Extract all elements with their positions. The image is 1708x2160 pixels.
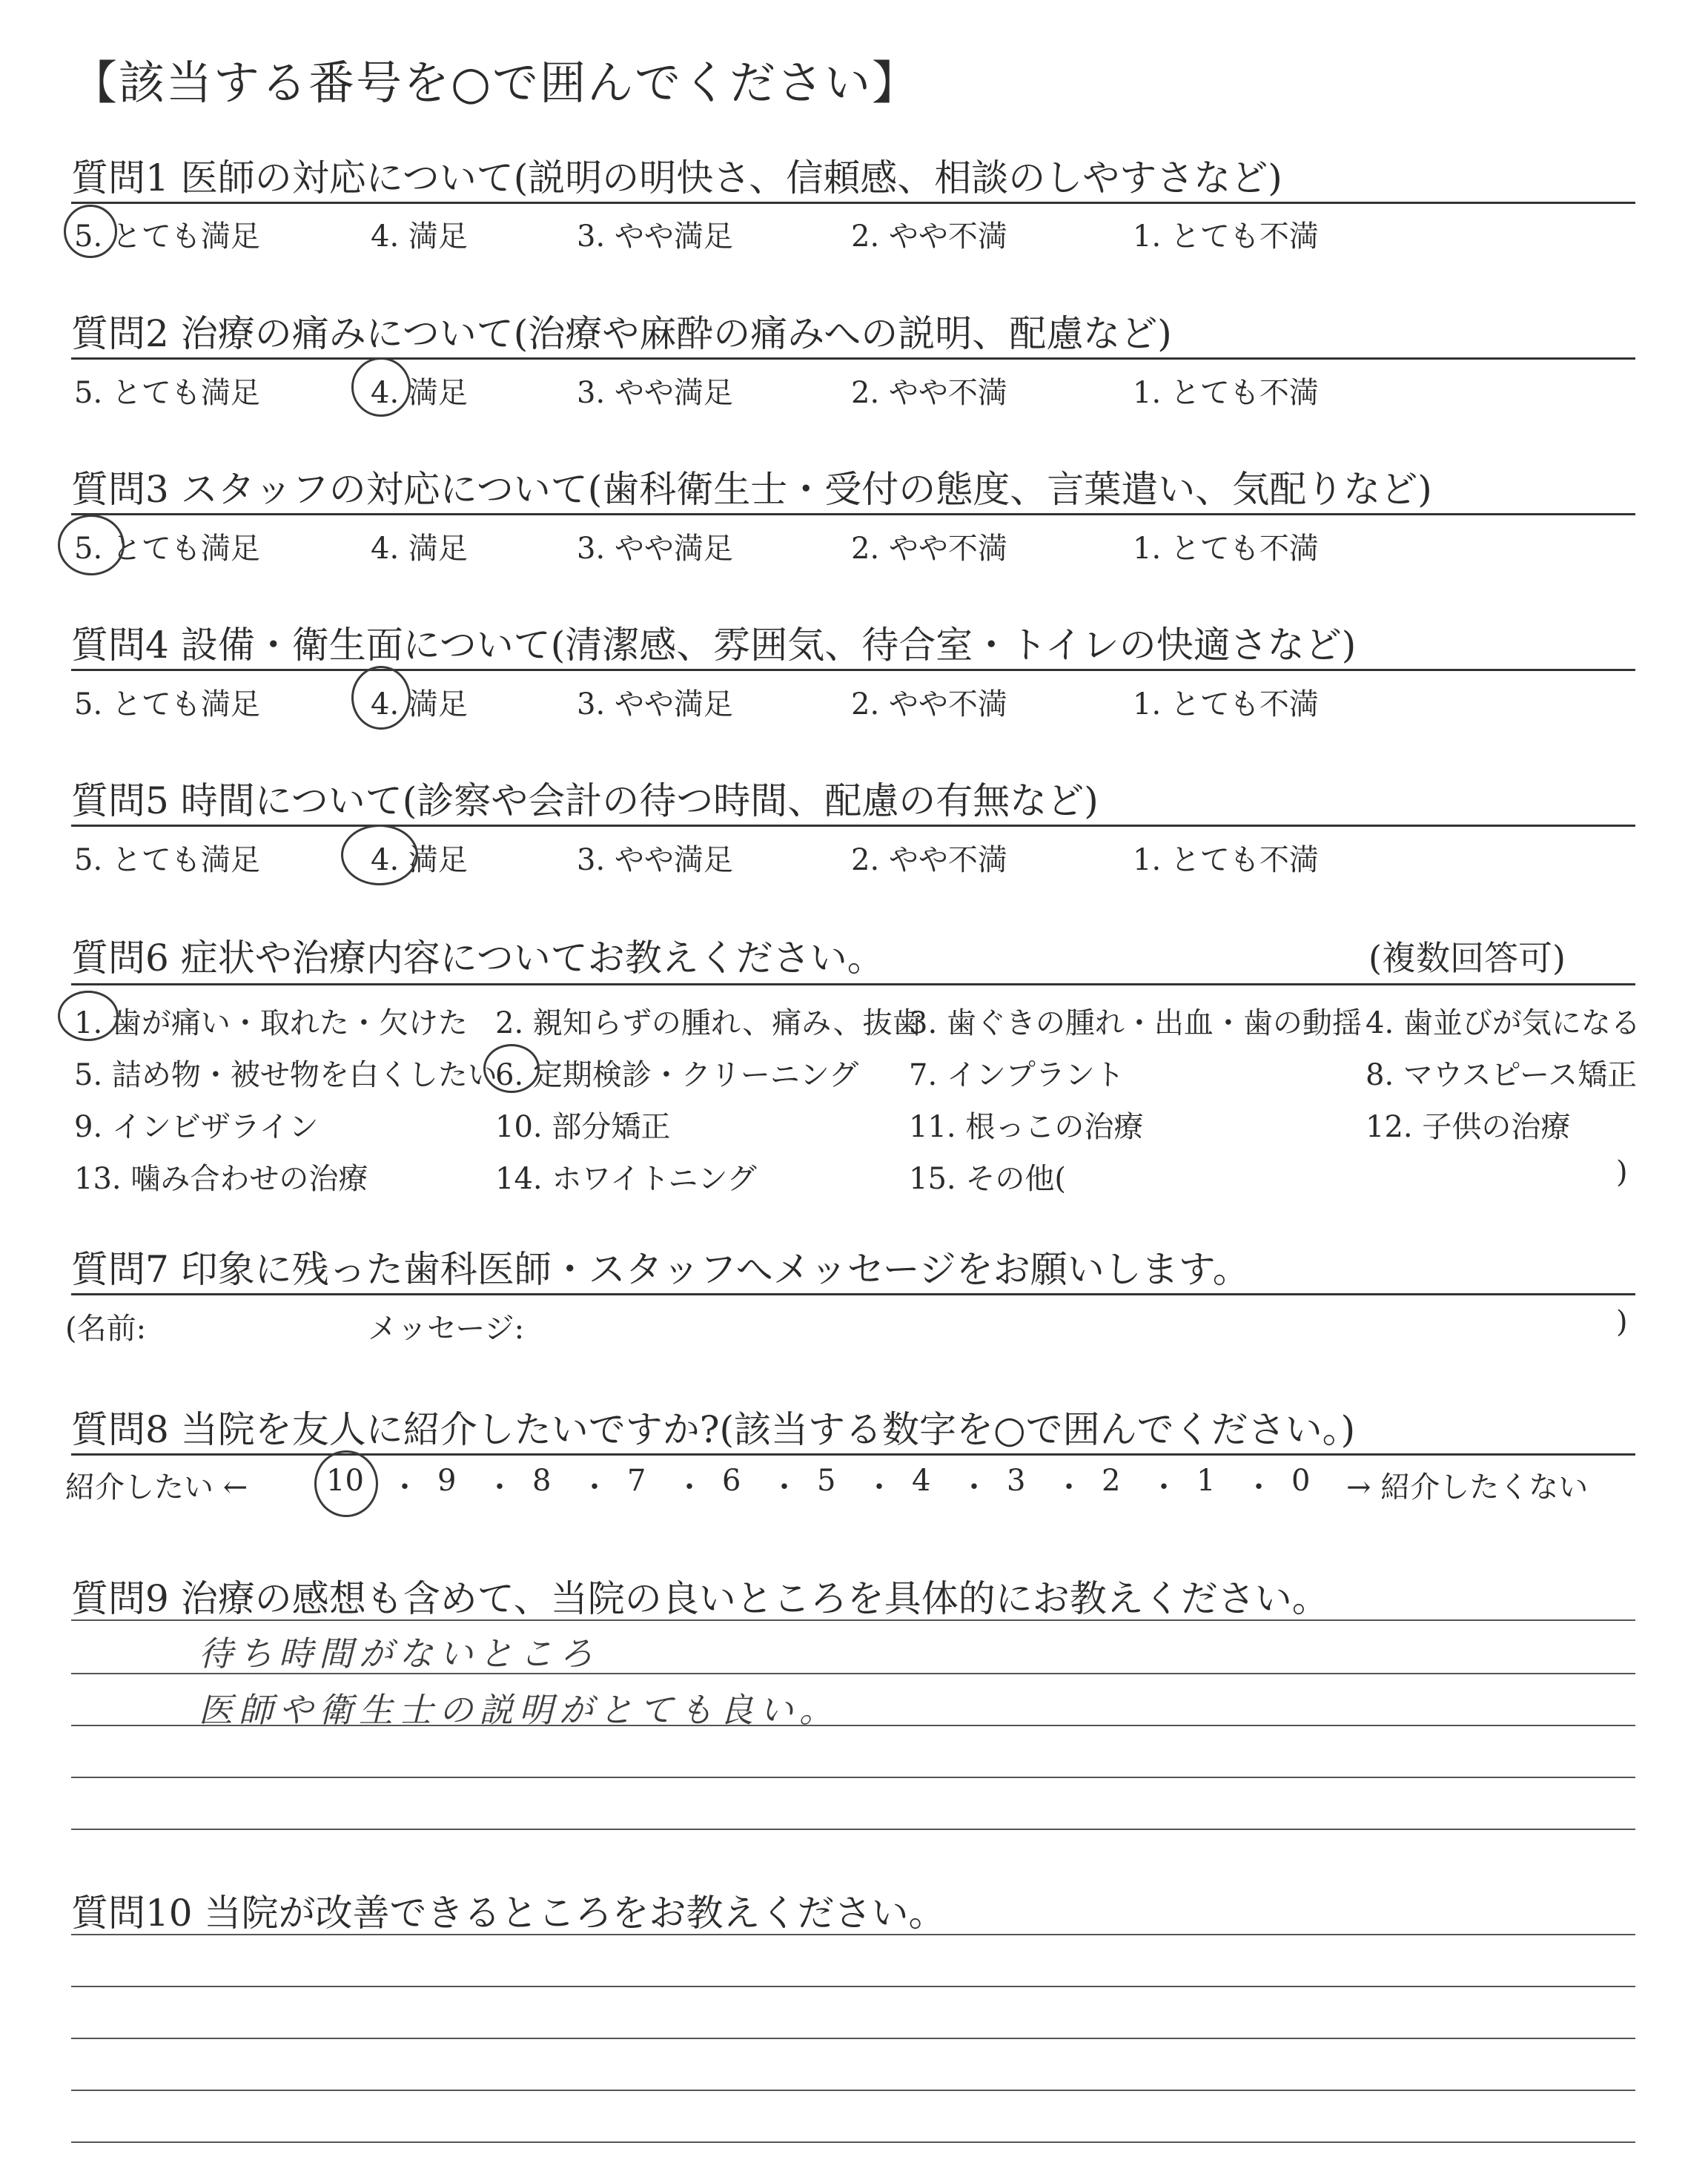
q9-answer-line <box>71 1619 1635 1621</box>
q6-option-14[interactable]: 14. ホワイトニング <box>495 1162 757 1196</box>
q3-option-5[interactable]: 5. とても満足 <box>74 532 260 566</box>
q10-answer-line <box>71 2038 1635 2039</box>
q8-separator: ・ <box>485 1470 514 1505</box>
q2-option-3[interactable]: 3. やや満足 <box>577 376 733 410</box>
question-5-rule <box>71 825 1635 827</box>
question-7-heading: 質問7 印象に残った歯科医師・スタッフへメッセージをお願いします。 <box>71 1248 1250 1291</box>
q5-option-4[interactable]: 4. 満足 <box>371 843 468 877</box>
question-3-rule <box>71 513 1635 515</box>
question-4-rule <box>71 669 1635 671</box>
question-2-heading: 質問2 治療の痛みについて(治療や麻酔の痛みへの説明、配慮など) <box>71 312 1172 355</box>
q8-score-6[interactable]: 6 <box>722 1464 741 1498</box>
q10-answer-line <box>71 2141 1635 2143</box>
q8-left-label: 紹介したい ← <box>65 1470 248 1505</box>
q1-option-4[interactable]: 4. 満足 <box>371 219 468 254</box>
q7-name-label: (名前: <box>65 1312 147 1346</box>
question-2-rule <box>71 357 1635 360</box>
q8-separator: ・ <box>1149 1470 1179 1505</box>
q8-separator: ・ <box>390 1470 420 1505</box>
question-8-heading: 質問8 当院を友人に紹介したいですか?(該当する数字を○で囲んでください。) <box>71 1408 1356 1451</box>
q4-option-1[interactable]: 1. とても不満 <box>1133 687 1319 721</box>
q2-option-5[interactable]: 5. とても満足 <box>74 376 260 410</box>
q8-separator: ・ <box>959 1470 989 1505</box>
question-3-heading: 質問3 スタッフの対応について(歯科衛生士・受付の態度、言葉遣い、気配りなど) <box>71 468 1432 511</box>
q8-right-label: → 紹介したくない <box>1346 1470 1589 1505</box>
q6-option-13[interactable]: 13. 噛み合わせの治療 <box>74 1162 368 1196</box>
q1-option-1[interactable]: 1. とても不満 <box>1133 219 1319 254</box>
q10-answer-line <box>71 1934 1635 1935</box>
q8-score-10[interactable]: 10 <box>326 1464 364 1498</box>
page-title: 【該当する番号を○で囲んでください】 <box>71 56 920 110</box>
q5-option-1[interactable]: 1. とても不満 <box>1133 843 1319 877</box>
q6-option-12[interactable]: 12. 子供の治療 <box>1366 1110 1571 1144</box>
q6-option-1[interactable]: 1. 歯が痛い・取れた・欠けた <box>74 1006 468 1040</box>
question-6-rule <box>71 983 1635 985</box>
q6-option-5[interactable]: 5. 詰め物・被せ物を白くしたい <box>74 1058 497 1092</box>
multiple-answers-note: (複数回答可) <box>1368 938 1566 978</box>
question-5-heading: 質問5 時間について(診察や会計の待つ時間、配慮の有無など) <box>71 779 1099 822</box>
q9-answer-line <box>71 1777 1635 1778</box>
q4-option-3[interactable]: 3. やや満足 <box>577 687 733 721</box>
q6-option-6[interactable]: 6. 定期検診・クリーニング <box>495 1058 859 1092</box>
q4-option-4[interactable]: 4. 満足 <box>371 687 468 721</box>
q6-option-2[interactable]: 2. 親知らずの腫れ、痛み、抜歯 <box>495 1006 922 1040</box>
q4-option-5[interactable]: 5. とても満足 <box>74 687 260 721</box>
q6-option-7[interactable]: 7. インプラント <box>909 1058 1125 1092</box>
q1-option-5[interactable]: 5. とても満足 <box>74 219 260 254</box>
q8-score-0[interactable]: 0 <box>1291 1464 1311 1498</box>
q7-message-label: メッセージ: <box>368 1312 525 1346</box>
q8-separator: ・ <box>1054 1470 1084 1505</box>
q4-option-2[interactable]: 2. やや不満 <box>851 687 1007 721</box>
q6-option-4[interactable]: 4. 歯並びが気になる <box>1366 1006 1641 1040</box>
q8-score-4[interactable]: 4 <box>912 1464 931 1498</box>
q6-option-15[interactable]: 15. その他( <box>909 1162 1066 1196</box>
q5-option-5[interactable]: 5. とても満足 <box>74 843 260 877</box>
q8-score-3[interactable]: 3 <box>1007 1464 1026 1498</box>
question-1-heading: 質問1 医師の対応について(説明の明快さ、信頼感、相談のしやすさなど) <box>71 156 1282 199</box>
question-10-heading: 質問10 当院が改善できるところをお教えください。 <box>71 1892 946 1935</box>
q6-option-8[interactable]: 8. マウスピース矯正 <box>1366 1058 1638 1092</box>
q8-separator: ・ <box>580 1470 609 1505</box>
q8-score-1[interactable]: 1 <box>1196 1464 1216 1498</box>
q9-handwritten-answer-1: 待ち時間がないところ <box>199 1634 599 1674</box>
q8-separator: ・ <box>675 1470 704 1505</box>
q2-option-1[interactable]: 1. とても不満 <box>1133 376 1319 410</box>
q8-separator: ・ <box>769 1470 799 1505</box>
q6-option-10[interactable]: 10. 部分矯正 <box>495 1110 671 1144</box>
q10-answer-line <box>71 1986 1635 1987</box>
q8-score-9[interactable]: 9 <box>437 1464 457 1498</box>
q10-answer-line <box>71 2090 1635 2091</box>
q1-option-3[interactable]: 3. やや満足 <box>577 219 733 254</box>
q3-option-4[interactable]: 4. 満足 <box>371 532 468 566</box>
q8-score-2[interactable]: 2 <box>1102 1464 1121 1498</box>
q5-option-2[interactable]: 2. やや不満 <box>851 843 1007 877</box>
question-7-rule <box>71 1293 1635 1295</box>
q5-option-3[interactable]: 3. やや満足 <box>577 843 733 877</box>
q6-option-9[interactable]: 9. インビザライン <box>74 1110 319 1144</box>
q8-separator: ・ <box>1244 1470 1274 1505</box>
q6-option-11[interactable]: 11. 根っこの治療 <box>909 1110 1144 1144</box>
q7-close-paren: ) <box>1616 1305 1628 1339</box>
q1-option-2[interactable]: 2. やや不満 <box>851 219 1007 254</box>
q8-score-5[interactable]: 5 <box>817 1464 836 1498</box>
q3-option-1[interactable]: 1. とても不満 <box>1133 532 1319 566</box>
question-4-heading: 質問4 設備・衛生面について(清潔感、雰囲気、待合室・トイレの快適さなど) <box>71 624 1357 667</box>
question-9-heading: 質問9 治療の感想も含めて、当院の良いところを具体的にお教えください。 <box>71 1577 1329 1620</box>
q6-other-close-paren: ) <box>1616 1155 1628 1189</box>
question-1-rule <box>71 202 1635 204</box>
q8-score-7[interactable]: 7 <box>627 1464 646 1498</box>
q8-score-8[interactable]: 8 <box>532 1464 552 1498</box>
q3-option-3[interactable]: 3. やや満足 <box>577 532 733 566</box>
question-6-heading: 質問6 症状や治療内容についてお教えください。 <box>71 937 884 980</box>
q3-option-2[interactable]: 2. やや不満 <box>851 532 1007 566</box>
question-8-rule <box>71 1453 1635 1456</box>
q6-option-3[interactable]: 3. 歯ぐきの腫れ・出血・歯の動揺 <box>909 1006 1362 1040</box>
q9-handwritten-answer-2: 医師や衛生士の説明がとても良い。 <box>199 1690 839 1730</box>
q8-separator: ・ <box>864 1470 894 1505</box>
q2-option-2[interactable]: 2. やや不満 <box>851 376 1007 410</box>
q9-answer-line <box>71 1829 1635 1830</box>
q2-option-4[interactable]: 4. 満足 <box>371 376 468 410</box>
